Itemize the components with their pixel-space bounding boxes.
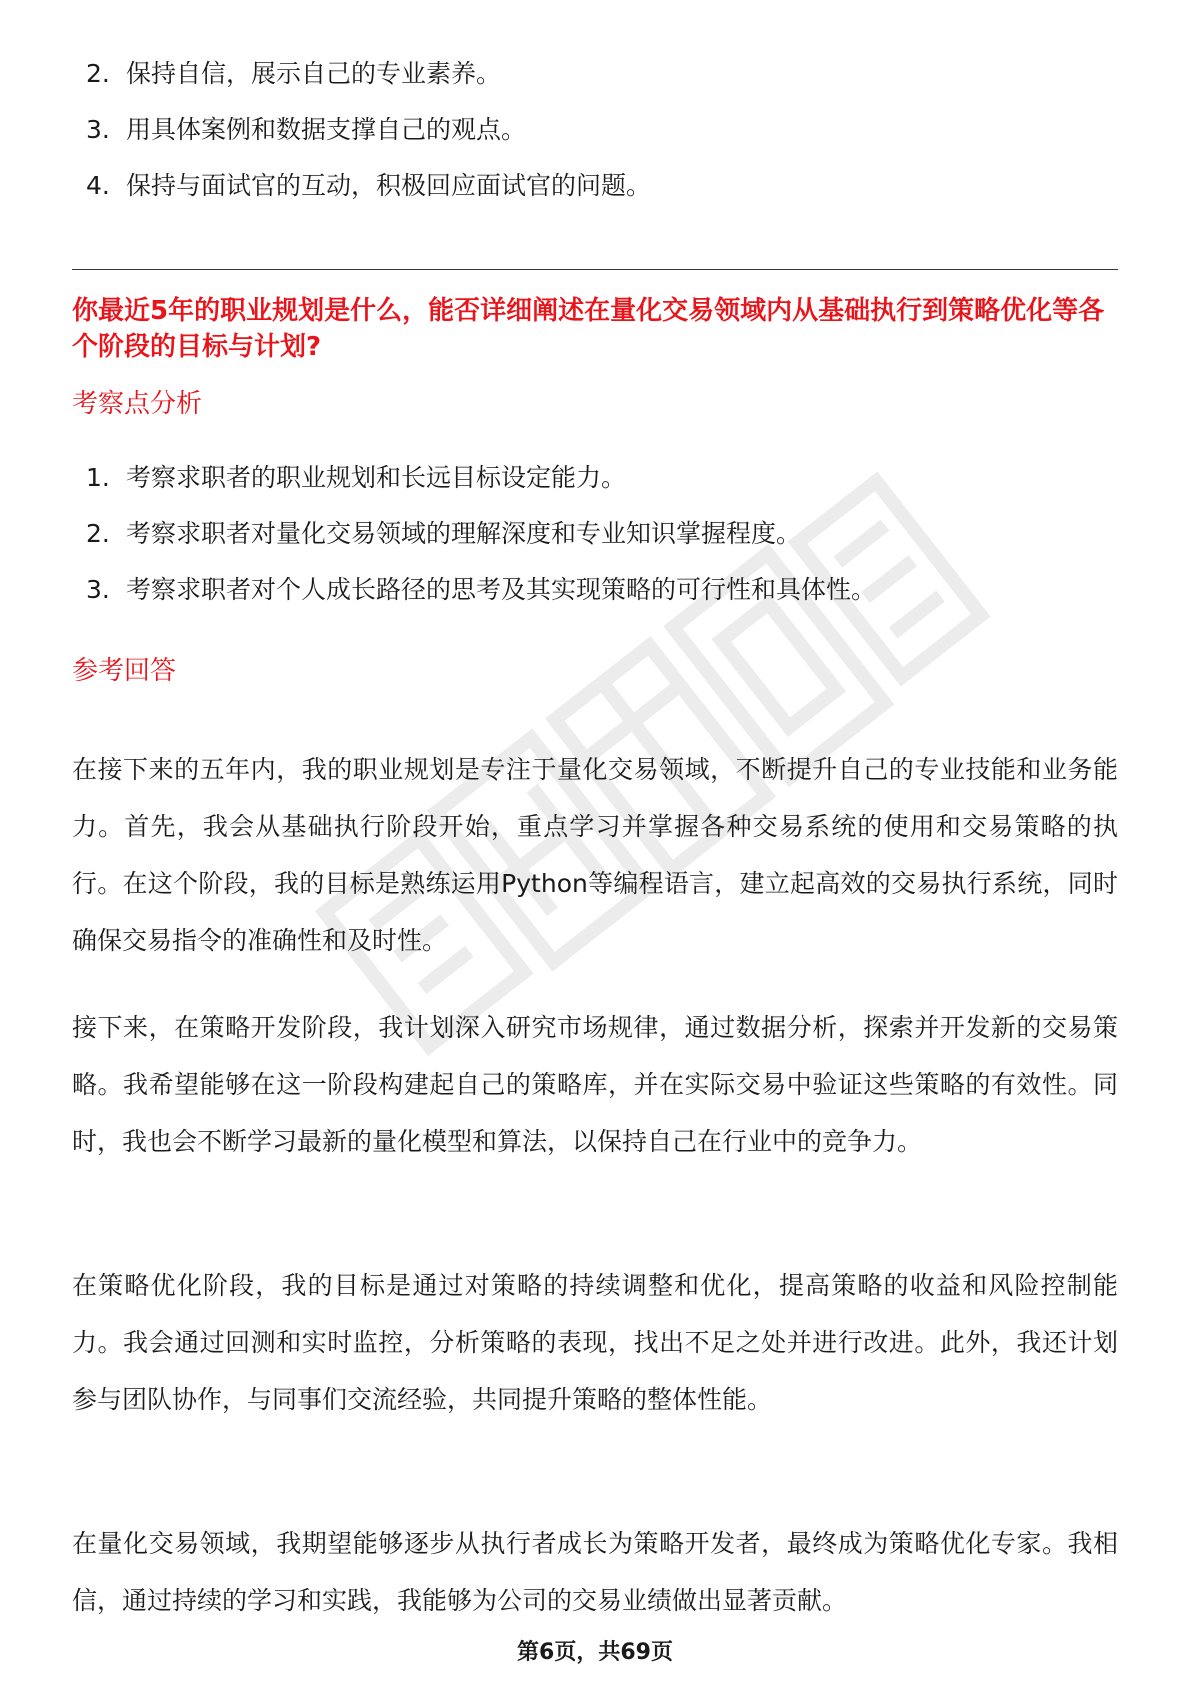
tips-list (72, 56, 651, 224)
list-item: 2. 保持自信，展示自己的专业素养。 (86, 59, 502, 88)
list-item: 3. 用具体案例和数据支撑自己的观点。 (86, 115, 527, 144)
page-number: 第6页，共69页 (517, 1640, 673, 1665)
answer-title: 参考回答 (72, 656, 177, 686)
list-item: 3. 考察求职者对个人成长路径的思考及其实现策略的可行性和具体性。 (86, 575, 877, 604)
list-item: 2. 考察求职者对量化交易领域的理解深度和专业知识掌握程度。 (86, 519, 802, 548)
answer-paragraph: 在策略优化阶段，我的目标是通过对策略的持续调整和优化，提高策略的收益和风险控制能力。我会通过回测和实时监控，分析策略的表现，找出不足之处并进行改进。此外，我还计划参与团队协作，与同事们交流经验，共同提升策略的整体性能。 (72, 1271, 1118, 1414)
answer-paragraph: 接下来，在策略开发阶段，我计划深入研究市场规律，通过数据分析，探索并开发新的交易策略。我希望能够在这一阶段构建起自己的策略库，并在实际交易中验证这些策略的有效性。同时，我也会不断学习最新的量化模型和算法，以保持自己在行业中的竞争力。 (72, 1013, 1118, 1156)
analysis-title: 考察点分析 (72, 389, 203, 419)
section-divider (72, 269, 1118, 270)
list-item: 1. 考察求职者的职业规划和长远目标设定能力。 (86, 463, 627, 492)
answer-paragraph: 在接下来的五年内，我的职业规划是专注于量化交易领域，不断提升自己的专业技能和业务能力。首先，我会从基础执行阶段开始，重点学习并掌握各种交易系统的使用和交易策略的执行。在这个阶段，我的目标是熟练运用Python等编程语言，建立起高效的交易执行系统，同时确保交易指令的准确性和及时性。 (72, 755, 1118, 955)
answer-paragraph: 在量化交易领域，我期望能够逐步从执行者成长为策略开发者，最终成为策略优化专家。我相信，通过持续的学习和实践，我能够为公司的交易业绩做出显著贡献。 (72, 1529, 1118, 1615)
question-heading: 你最近5年的职业规划是什么，能否详细阐述在量化交易领域内从基础执行到策略优化等各个阶段的目标与计划? (72, 296, 1105, 362)
list-item: 4. 保持与面试官的互动，积极回应面试官的问题。 (86, 171, 652, 200)
analysis-list (72, 460, 876, 628)
